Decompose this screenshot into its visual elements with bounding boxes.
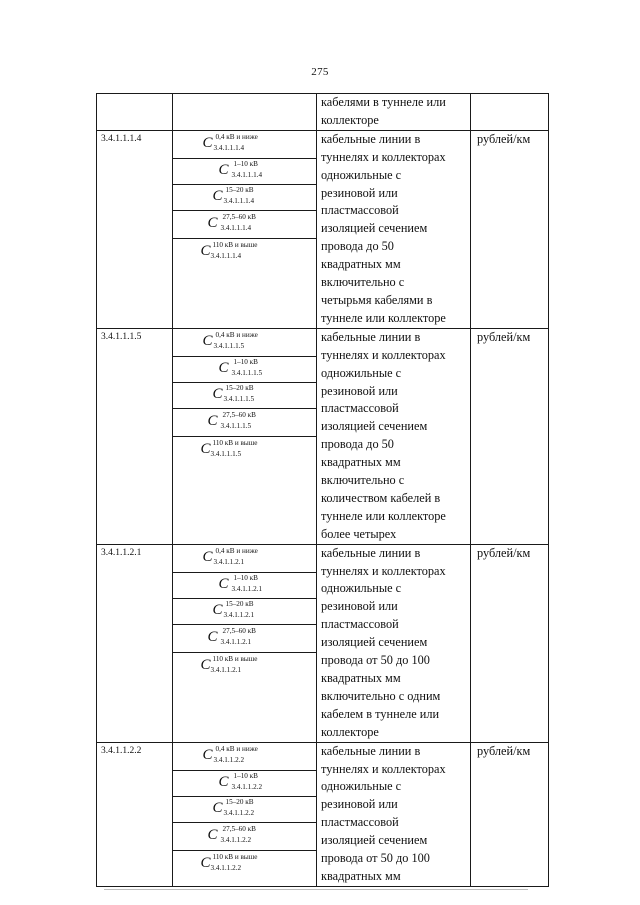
description-text: кабельные линии в туннелях и коллекторах одножильные с резиновой или пластмассовой изоляцией сечением провода до 50 квадратных мм включительно с количеством кабелей в туннеле или коллекторе более четырех — [321, 329, 446, 541]
voltage-level-label: 27,5–60 кВ — [222, 825, 256, 834]
voltage-formula-item — [173, 625, 316, 653]
formula-subscript: 3.4.1.1.2.2 — [223, 809, 255, 818]
item-code: 3.4.1.1.2.2 — [101, 745, 142, 756]
description-cell — [317, 544, 471, 742]
unit-label: рублей/км — [477, 743, 531, 758]
unit-cell — [471, 742, 549, 886]
voltage-level-label: 15–20 кВ — [225, 798, 254, 807]
unit-cell — [471, 130, 549, 328]
voltage-level-label: 15–20 кВ — [225, 384, 254, 393]
formula-symbol: C — [207, 413, 218, 430]
formula-symbol: C — [218, 162, 229, 179]
formula-symbol: C — [218, 774, 229, 791]
formula-subscript: 3.4.1.1.2.1 — [213, 558, 245, 567]
formula-subscript: 3.4.1.1.2.1 — [223, 611, 255, 620]
voltage-formula-item — [173, 329, 316, 357]
table-row — [97, 328, 549, 544]
formula-subscript: 3.4.1.1.2.2 — [210, 863, 242, 872]
empty-formula-cell — [173, 94, 317, 131]
item-code: 3.4.1.1.2.1 — [101, 547, 142, 558]
formula-symbol: C — [200, 656, 211, 673]
formula-subscript: 3.4.1.1.1.5 — [213, 342, 245, 351]
unit-label: рублей/км — [477, 545, 531, 560]
voltage-level-label: 27,5–60 кВ — [222, 627, 256, 636]
voltage-formula-item — [173, 545, 316, 573]
formula-cell — [173, 544, 317, 742]
voltage-level-label: 110 кВ и выше — [212, 240, 258, 249]
formula-subscript: 3.4.1.1.1.4 — [213, 144, 245, 153]
unit-label: рублей/км — [477, 131, 531, 146]
formula-symbol: C — [207, 215, 218, 232]
formula-subscript: 3.4.1.1.2.1 — [231, 585, 263, 594]
formula-symbol: C — [202, 333, 213, 350]
voltage-formula-item — [173, 437, 316, 522]
voltage-formula-item — [173, 185, 316, 211]
voltage-level-label: 0,4 кВ и ниже — [215, 331, 258, 340]
formula-cell — [173, 130, 317, 328]
code-cell — [97, 742, 173, 886]
voltage-level-label: 110 кВ и выше — [212, 852, 258, 861]
voltage-formula-item — [173, 159, 316, 185]
code-cell — [97, 328, 173, 544]
empty-code-cell — [97, 94, 173, 131]
voltage-formula-item — [173, 771, 316, 797]
voltage-formula-item — [173, 211, 316, 239]
voltage-formula-item — [173, 357, 316, 383]
tariff-table — [96, 93, 549, 887]
description-text: кабельные линии в туннелях и коллекторах одножильные с резиновой или пластмассовой изоляцией сечением провода от 50 до 100 квадратных мм включительно с одним кабелем в туннеле или коллекторе — [321, 545, 446, 739]
formula-subscript: 3.4.1.1.1.5 — [223, 395, 255, 404]
formula-symbol: C — [202, 135, 213, 152]
formula-symbol: C — [207, 827, 218, 844]
formula-symbol: C — [207, 629, 218, 646]
voltage-formula-item — [173, 131, 316, 159]
table-body — [97, 130, 549, 886]
voltage-formula-list — [173, 545, 316, 731]
voltage-level-label: 0,4 кВ и ниже — [215, 745, 258, 754]
scan-edge-line — [104, 889, 528, 890]
voltage-level-label: 15–20 кВ — [225, 600, 254, 609]
voltage-formula-item — [173, 797, 316, 823]
voltage-formula-item — [173, 573, 316, 599]
formula-symbol: C — [200, 854, 211, 871]
formula-cell — [173, 742, 317, 886]
description-cell — [317, 130, 471, 328]
description-cell — [317, 742, 471, 886]
formula-subscript: 3.4.1.1.1.5 — [220, 422, 252, 431]
unit-label: рублей/км — [477, 329, 531, 344]
formula-subscript: 3.4.1.1.1.5 — [210, 449, 242, 458]
formula-subscript: 3.4.1.1.1.4 — [220, 224, 252, 233]
description-cell — [317, 94, 471, 131]
empty-unit-cell — [471, 94, 549, 131]
formula-symbol: C — [200, 242, 211, 259]
voltage-formula-item — [173, 383, 316, 409]
formula-subscript: 3.4.1.1.2.2 — [213, 756, 245, 765]
voltage-formula-item — [173, 239, 316, 314]
voltage-formula-list — [173, 743, 316, 877]
voltage-level-label: 15–20 кВ — [225, 186, 254, 195]
item-code: 3.4.1.1.1.5 — [101, 331, 142, 342]
formula-subscript: 3.4.1.1.1.4 — [231, 171, 263, 180]
formula-subscript: 3.4.1.1.2.2 — [231, 783, 263, 792]
formula-symbol: C — [212, 386, 223, 403]
formula-symbol: C — [212, 602, 223, 619]
voltage-formula-list — [173, 329, 316, 522]
item-code: 3.4.1.1.1.4 — [101, 133, 142, 144]
voltage-level-label: 1–10 кВ — [233, 574, 258, 583]
formula-subscript: 3.4.1.1.2.2 — [220, 836, 252, 845]
voltage-level-label: 1–10 кВ — [233, 772, 258, 781]
voltage-level-label: 0,4 кВ и ниже — [215, 133, 258, 142]
unit-cell — [471, 544, 549, 742]
voltage-formula-item — [173, 851, 316, 877]
table-row — [97, 130, 549, 328]
voltage-level-label: 110 кВ и выше — [212, 654, 258, 663]
table-row — [97, 742, 549, 886]
code-cell — [97, 544, 173, 742]
description-cell — [317, 328, 471, 544]
formula-symbol: C — [212, 188, 223, 205]
formula-subscript: 3.4.1.1.1.5 — [231, 369, 263, 378]
formula-symbol: C — [202, 549, 213, 566]
page-number: 275 — [311, 66, 329, 78]
formula-subscript: 3.4.1.1.1.4 — [223, 197, 255, 206]
voltage-level-label: 27,5–60 кВ — [222, 213, 256, 222]
formula-symbol: C — [202, 747, 213, 764]
voltage-formula-item — [173, 653, 316, 731]
formula-subscript: 3.4.1.1.2.1 — [210, 665, 242, 674]
voltage-formula-item — [173, 409, 316, 437]
description-text: кабельные линии в туннелях и коллекторах одножильные с резиновой или пластмассовой изоляцией сечением провода от 50 до 100 квадратных мм — [321, 743, 446, 883]
voltage-formula-item — [173, 599, 316, 625]
formula-cell — [173, 328, 317, 544]
table-row — [97, 544, 549, 742]
formula-symbol: C — [218, 576, 229, 593]
formula-symbol: C — [200, 440, 211, 457]
description-text: кабельные линии в туннелях и коллекторах одножильные с резиновой или пластмассовой изоляцией сечением провода до 50 квадратных мм включительно с четырьмя кабелями в туннеле или коллекторе — [321, 131, 446, 325]
voltage-level-label: 1–10 кВ — [233, 358, 258, 367]
description-text: кабелями в туннеле или коллекторе — [321, 95, 446, 127]
table-row-continuation — [97, 94, 549, 131]
voltage-level-label: 110 кВ и выше — [212, 438, 258, 447]
code-cell — [97, 130, 173, 328]
formula-subscript: 3.4.1.1.1.4 — [210, 251, 242, 260]
voltage-level-label: 0,4 кВ и ниже — [215, 547, 258, 556]
unit-cell — [471, 328, 549, 544]
voltage-formula-item — [173, 823, 316, 851]
voltage-level-label: 1–10 кВ — [233, 160, 258, 169]
formula-subscript: 3.4.1.1.2.1 — [220, 638, 252, 647]
voltage-level-label: 27,5–60 кВ — [222, 411, 256, 420]
formula-symbol: C — [212, 800, 223, 817]
voltage-formula-item — [173, 743, 316, 771]
formula-symbol: C — [218, 360, 229, 377]
voltage-formula-list — [173, 131, 316, 314]
